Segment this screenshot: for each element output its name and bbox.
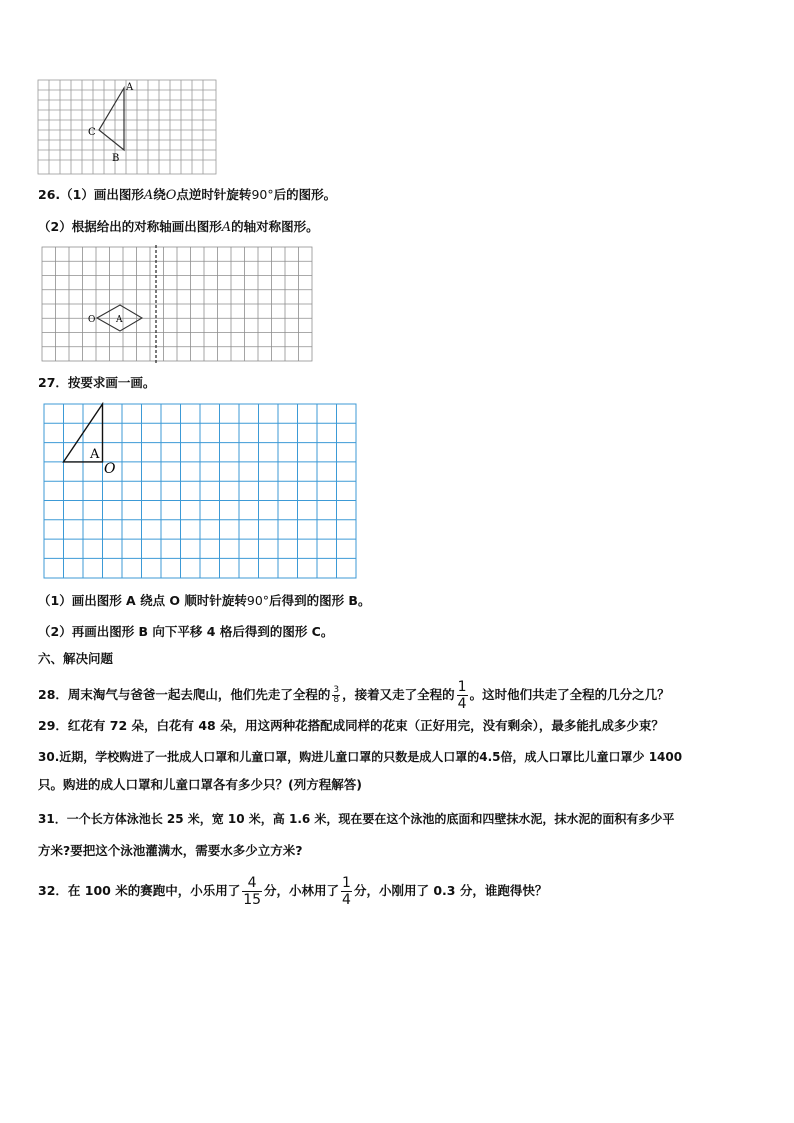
q30-line1: 30.近期，学校购进了一批成人口罩和儿童口罩，购进儿童口罩的只数是成人口罩的4.5倍，成人口罩比儿童口罩少 1400 <box>38 750 683 764</box>
section-6-title: 六、解决问题 <box>38 651 114 666</box>
label-o: O <box>104 461 116 477</box>
fraction-1-4: $\frac{1}{4}$ <box>342 875 351 908</box>
q27-part1: （1）画出图形 A 绕点 O 顺时针旋转90°后得到的图形 B。 <box>38 593 371 608</box>
q31-line1: 31．一个长方体泳池长 25 米，宽 10 米，高 1.6 米，现在要在这个泳池的底面和四壁抹水泥，抹水泥的面积有多少平 <box>38 812 675 826</box>
var-a: A <box>143 188 154 203</box>
var-a: A <box>221 220 232 235</box>
label-a: A <box>126 82 134 93</box>
label-o: O <box>88 315 96 325</box>
figure-1-grid-triangle <box>36 78 220 178</box>
q26-part1: 26.（1）画出图形A绕O点逆时针旋转90°后的图形。 <box>38 187 337 203</box>
figure-2-grid <box>42 247 312 361</box>
q32: 32．在 100 米的赛跑中，小乐用了 $\frac{4}{15}$ 分，小林用了 $\frac{1}{4}$ 分，小刚用了 0.3 分，谁跑得快？ <box>38 875 548 908</box>
q26-part2: （2）根据给出的对称轴画出图形A的轴对称图形。 <box>38 219 319 235</box>
q31-line2: 方米?要把这个泳池灌满水，需要水多少立方米? <box>38 843 303 858</box>
q29: 29．红花有 72 朵，白花有 48 朵，用这两种花搭配成同样的花束（正好用完，没有剩余），最多能扎成多少束？ <box>38 718 664 733</box>
label-a: A <box>116 315 123 325</box>
fraction-1-4: $\frac{1}{4}$ <box>457 679 467 712</box>
figure-1-grid <box>38 80 216 174</box>
var-o: O <box>165 188 177 203</box>
figure-3-grid-triangle <box>42 402 360 582</box>
fraction-4-15: $\frac{4}{15}$ <box>243 875 262 908</box>
q27-title: 27．按要求画一画。 <box>38 375 156 390</box>
figure-2-grid-rhombus <box>40 245 316 365</box>
angle: 90° <box>246 593 270 608</box>
label-a: A <box>90 447 100 462</box>
label-b: B <box>112 153 120 164</box>
figure-3-grid <box>44 404 356 578</box>
label-c: C <box>88 127 96 138</box>
q30-line2: 只。购进的成人口罩和儿童口罩各有多少只？(列方程解答) <box>38 777 362 792</box>
q28: 28．周末淘气与爸爸一起去爬山，他们先走了全程的 $\frac{3}{8}$ ，接着又走了全程的 $\frac{1}{4}$ 。这时他们共走了全程的几分之几？ <box>38 679 670 712</box>
triangle-abc <box>99 88 124 150</box>
fraction-3-8: $\frac{3}{8}$ <box>333 685 340 705</box>
q27-part2: （2）再画出图形 B 向下平移 4 格后得到的图形 C。 <box>38 624 334 639</box>
angle: 90° <box>251 187 274 202</box>
